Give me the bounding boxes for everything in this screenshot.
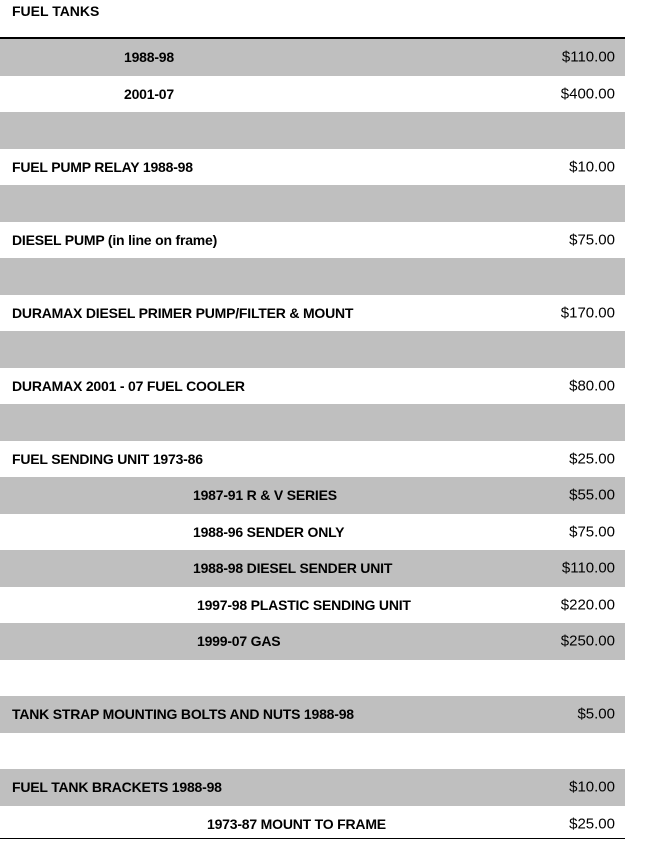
table-row (0, 441, 625, 478)
table-bottom-border (0, 838, 625, 839)
table-row (0, 696, 625, 733)
table-row (0, 331, 625, 368)
item-price: $250.00 (560, 632, 615, 650)
item-label: 1988-96 SENDER ONLY (193, 523, 345, 540)
item-price: $55.00 (569, 486, 615, 504)
table-row (0, 222, 625, 259)
table-row (0, 368, 625, 405)
table-row (0, 769, 625, 806)
item-label: DIESEL PUMP (in line on frame) (12, 231, 218, 248)
table-row (0, 660, 625, 697)
item-price: $25.00 (569, 815, 615, 833)
item-label: 1988-98 DIESEL SENDER UNIT (193, 560, 393, 577)
item-price: $75.00 (569, 523, 615, 541)
item-label: 1997-98 PLASTIC SENDING UNIT (197, 596, 411, 613)
table-row (0, 514, 625, 551)
item-price: $10.00 (569, 158, 615, 176)
item-price: $170.00 (560, 304, 615, 322)
item-label: TANK STRAP MOUNTING BOLTS AND NUTS 1988-98 (12, 706, 354, 723)
table-row (0, 550, 625, 587)
item-price: $110.00 (561, 559, 615, 577)
item-price: $5.00 (577, 705, 615, 723)
item-price: $80.00 (569, 377, 615, 395)
item-price: $10.00 (569, 778, 615, 796)
page-title: FUEL TANKS (12, 3, 100, 19)
price-table (0, 39, 625, 842)
table-row (0, 623, 625, 660)
table-row (0, 112, 625, 149)
item-label: 1987-91 R & V SERIES (193, 487, 337, 504)
item-label: FUEL TANK BRACKETS 1988-98 (12, 779, 222, 796)
table-row (0, 149, 625, 186)
item-label: 2001-07 (124, 85, 174, 102)
item-label: FUEL PUMP RELAY 1988-98 (12, 158, 193, 175)
item-label: 1988-98 (124, 49, 174, 66)
table-row (0, 404, 625, 441)
item-label: FUEL SENDING UNIT 1973-86 (12, 450, 203, 467)
table-row (0, 295, 625, 332)
item-price: $400.00 (560, 85, 615, 103)
item-price: $75.00 (569, 231, 615, 249)
table-row (0, 477, 625, 514)
item-label: DURAMAX DIESEL PRIMER PUMP/FILTER & MOUNT (12, 304, 354, 321)
table-row (0, 733, 625, 770)
item-label: 1973-87 MOUNT TO FRAME (207, 815, 386, 832)
table-row (0, 258, 625, 295)
item-label: 1999-07 GAS (197, 633, 281, 650)
table-row (0, 185, 625, 222)
item-price: $110.00 (561, 48, 615, 66)
item-price: $25.00 (569, 450, 615, 468)
item-price: $220.00 (560, 596, 615, 614)
table-row (0, 39, 625, 76)
table-row (0, 587, 625, 624)
table-row (0, 76, 625, 113)
item-label: DURAMAX 2001 - 07 FUEL COOLER (12, 377, 245, 394)
table-row (0, 806, 625, 843)
